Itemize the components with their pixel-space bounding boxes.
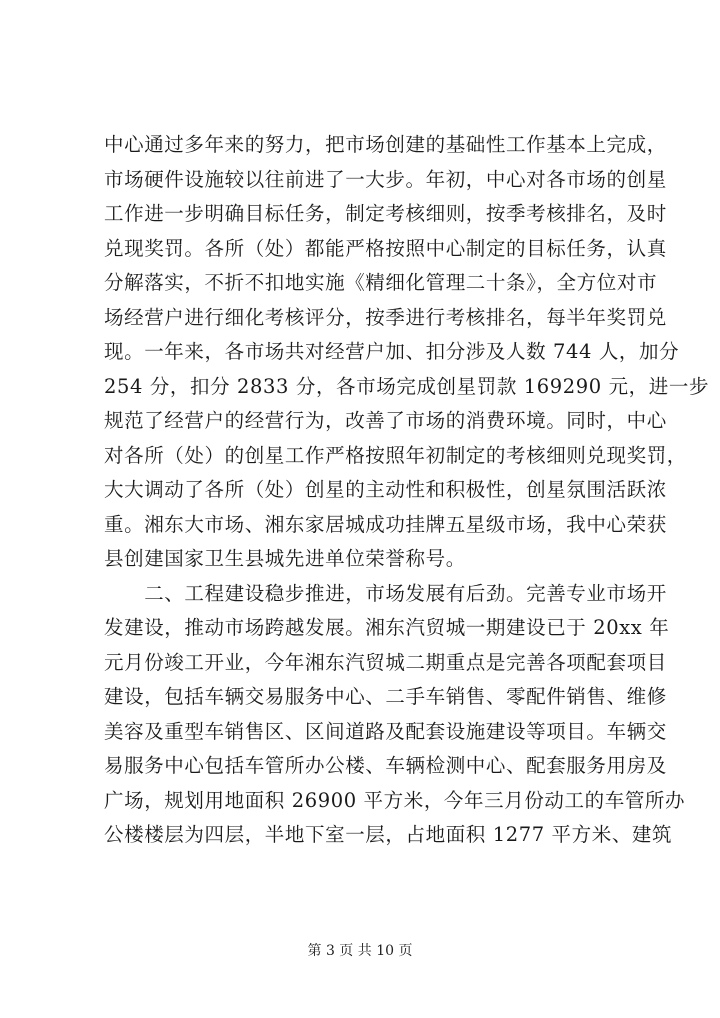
- text-line: 美容及重型车销售区、区间道路及配套设施建设等项目。车辆交: [104, 719, 667, 743]
- page-footer: 第 3 页 共 10 页: [307, 943, 413, 959]
- text-line: 现。一年来，各市场共对经营户加、扣分涉及人数 744 人，加分: [104, 340, 680, 363]
- text-line: 兑现奖罚。各所（处）都能严格按照中心制定的目标任务，认真: [104, 236, 667, 260]
- text-line: 分解落实，不折不扣地实施《精细化管理二十条》，全方位对市: [104, 271, 658, 294]
- body-text: [104, 128, 710, 853]
- text-line: 元月份竣工开业，今年湘东汽贸城二期重点是完善各项配套项目: [104, 650, 667, 674]
- text-line: 重。湘东大市场、湘东家居城成功挂牌五星级市场，我中心荣获: [104, 512, 667, 536]
- text-line: 建设，包括车辆交易服务中心、二手车销售、零配件销售、维修: [104, 685, 667, 708]
- text-line: 254 分，扣分 2833 分，各市场完成创星罚款 169290 元，进一步: [104, 374, 710, 398]
- text-line: 公楼楼层为四层，半地下室一层，占地面积 1277 平方米、建筑: [104, 823, 673, 846]
- text-line: 广场，规划用地面积 26900 平方米，今年三月份动工的车管所办: [104, 788, 686, 812]
- text-line: 对各所（处）的创星工作严格按照年初制定的考核细则兑现奖罚，: [104, 443, 687, 467]
- text-line: 规范了经营户的经营行为，改善了市场的消费环境。同时，中心: [104, 409, 667, 432]
- text-line: 大大调动了各所（处）创星的主动性和积极性，创星氛围活跃浓: [104, 478, 667, 501]
- text-line: 二、工程建设稳步推进，市场发展有后劲。完善专业市场开: [104, 581, 667, 605]
- text-line: 场经营户进行细化考核评分，按季进行考核排名，每半年奖罚兑: [104, 305, 667, 329]
- text-line: 市场硬件设施较以往前进了一大步。年初，中心对各市场的创星: [104, 167, 667, 191]
- text-line: 工作进一步明确目标任务，制定考核细则，按季考核排名，及时: [104, 202, 667, 225]
- text-line: 发建设，推动市场跨越发展。湘东汽贸城一期建设已于 20xx 年: [104, 616, 670, 639]
- text-line: 易服务中心包括车管所办公楼、车辆检测中心、配套服务用房及: [104, 754, 667, 777]
- text-line: 县创建国家卫生县城先进单位荣誉称号。: [104, 547, 466, 570]
- text-line: 中心通过多年来的努力，把市场创建的基础性工作基本上完成，: [104, 133, 667, 156]
